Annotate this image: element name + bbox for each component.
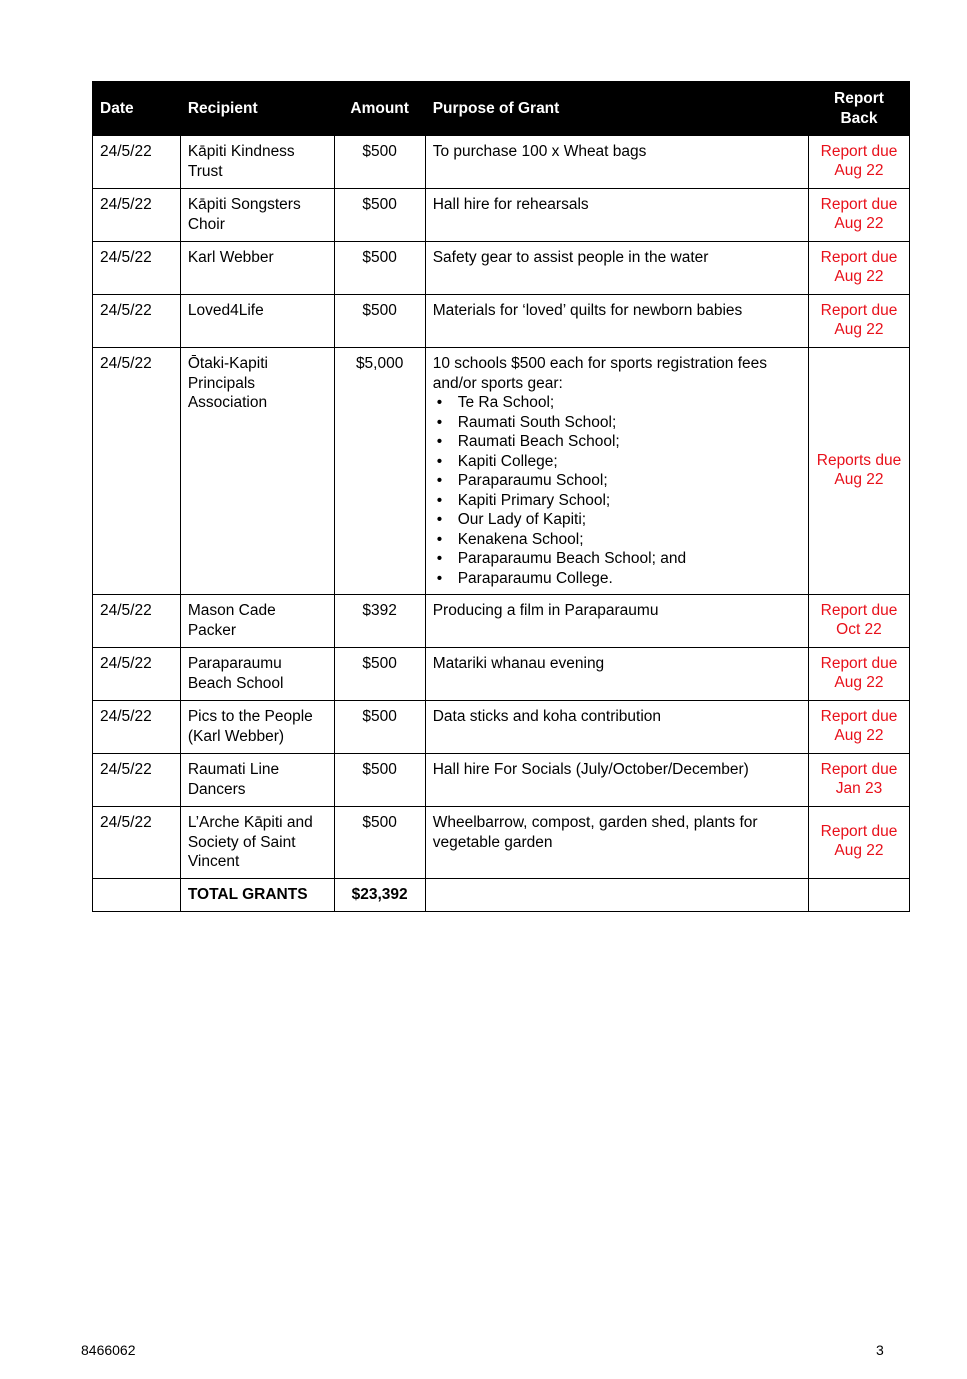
header-date: Date [93,82,181,136]
cell-report-back [808,701,909,754]
cell-purpose [425,754,808,807]
report-status: Report due [820,248,898,266]
cell-date: 24/5/22 [93,595,181,648]
cell-amount: $500 [334,754,425,807]
header-recipient: Recipient [180,82,334,136]
cell-purpose [425,242,808,295]
cell-report-back [808,295,909,348]
purpose-text: 10 schools $500 each for sports registration fees and/or sports gear: [432,355,768,392]
grants-table [92,81,910,912]
cell-date: 24/5/22 [93,701,181,754]
school-list [433,393,801,588]
school-list-item: • Paraparaumu School; [458,471,801,491]
school-list-item: • Our Lady of Kapiti; [458,510,801,530]
cell-purpose [425,295,808,348]
report-due-date: Aug 22 [834,674,884,691]
school-list-item: • Raumati Beach School; [458,432,801,452]
cell-amount: $500 [334,295,425,348]
report-due-date: Oct 22 [836,621,882,638]
cell-date: 24/5/22 [93,807,181,879]
report-due-date: Aug 22 [834,268,884,285]
total-amount: $23,392 [334,878,425,911]
table-row [93,754,910,807]
report-status: Report due [820,707,898,725]
purpose-text: Wheelbarrow, compost, garden shed, plants for vegetable garden [432,814,758,851]
purpose-text: To purchase 100 x Wheat bags [432,143,647,160]
table-row [93,807,910,879]
cell-recipient: L’Arche Kāpiti and Society of Saint Vincent [180,807,334,879]
purpose-text: Materials for ‘loved’ quilts for newborn babies [432,302,743,319]
cell-purpose [425,348,808,595]
report-status: Report due [820,195,898,213]
cell-report-back [808,648,909,701]
cell-date: 24/5/22 [93,648,181,701]
total-empty-report [808,878,909,911]
table-row [93,648,910,701]
table-row [93,701,910,754]
cell-purpose [425,807,808,879]
cell-recipient: Raumati Line Dancers [180,754,334,807]
school-list-item: • Raumati South School; [458,413,801,433]
school-list-item: • Te Ra School; [458,393,801,413]
cell-recipient: Kāpiti Kindness Trust [180,136,334,189]
purpose-text: Hall hire For Socials (July/October/December) [432,761,749,778]
report-due-date: Aug 22 [834,471,884,488]
cell-recipient: Loved4Life [180,295,334,348]
header-report-line1: Report [834,90,884,107]
purpose-text: Producing a film in Paraparaumu [432,602,659,619]
header-report-line2: Back [840,109,878,127]
cell-recipient: Kāpiti Songsters Choir [180,189,334,242]
report-due-date: Aug 22 [834,162,884,179]
cell-date: 24/5/22 [93,189,181,242]
grant-rows [93,136,910,879]
header-row [93,82,910,136]
cell-report-back [808,242,909,295]
total-row [93,878,910,911]
total-empty-date [93,878,181,911]
cell-date: 24/5/22 [93,754,181,807]
report-due-date: Aug 22 [834,215,884,232]
table-row [93,242,910,295]
report-status: Report due [820,301,898,319]
cell-recipient: Pics to the People (Karl Webber) [180,701,334,754]
total-empty-purpose [425,878,808,911]
school-list-item: • Paraparaumu Beach School; and [458,549,801,569]
cell-amount: $500 [334,242,425,295]
cell-purpose [425,701,808,754]
report-due-date: Aug 22 [834,727,884,744]
report-due-date: Jan 23 [835,780,883,797]
cell-amount: $500 [334,189,425,242]
cell-amount: $5,000 [334,348,425,595]
cell-purpose [425,595,808,648]
cell-date: 24/5/22 [93,295,181,348]
report-due-date: Aug 22 [834,842,884,860]
cell-report-back [808,595,909,648]
report-status: Report due [820,822,898,840]
purpose-text: Safety gear to assist people in the water [432,249,709,266]
table-row [93,189,910,242]
school-list-item: • Kapiti Primary School; [458,491,801,511]
report-status: Report due [820,654,898,672]
report-due-date: Aug 22 [834,321,884,338]
school-list-item: • Kenakena School; [458,530,801,550]
cell-report-back [808,754,909,807]
cell-amount: $500 [334,807,425,879]
report-status: Reports due [816,451,902,469]
header-amount: Amount [334,82,425,136]
header-purpose: Purpose of Grant [425,82,808,136]
cell-amount: $392 [334,595,425,648]
purpose-text: Data sticks and koha contribution [432,708,662,725]
header-report-back [808,82,909,136]
cell-purpose [425,189,808,242]
cell-date: 24/5/22 [93,348,181,595]
cell-date: 24/5/22 [93,136,181,189]
table-row [93,348,910,595]
total-label: TOTAL GRANTS [180,878,334,911]
cell-recipient: Ōtaki-Kapiti Principals Association [180,348,334,595]
cell-amount: $500 [334,136,425,189]
cell-report-back [808,807,909,879]
school-list-item: • Kapiti College; [458,452,801,472]
table-row [93,295,910,348]
cell-recipient: Mason Cade Packer [180,595,334,648]
purpose-text: Hall hire for rehearsals [432,196,589,213]
cell-report-back [808,136,909,189]
cell-purpose [425,136,808,189]
cell-recipient: Paraparaumu Beach School [180,648,334,701]
report-status: Report due [820,142,898,160]
purpose-text: Matariki whanau evening [432,655,605,672]
table-row [93,136,910,189]
document-number: 8466062 [81,1342,136,1358]
school-list-item: • Paraparaumu College. [458,569,801,589]
cell-recipient: Karl Webber [180,242,334,295]
page-number: 3 [876,1342,884,1358]
cell-report-back [808,189,909,242]
report-status: Report due [820,601,898,619]
cell-amount: $500 [334,648,425,701]
report-status: Report due [820,760,898,778]
cell-amount: $500 [334,701,425,754]
cell-report-back [808,348,909,595]
table-row [93,595,910,648]
cell-purpose [425,648,808,701]
cell-date: 24/5/22 [93,242,181,295]
